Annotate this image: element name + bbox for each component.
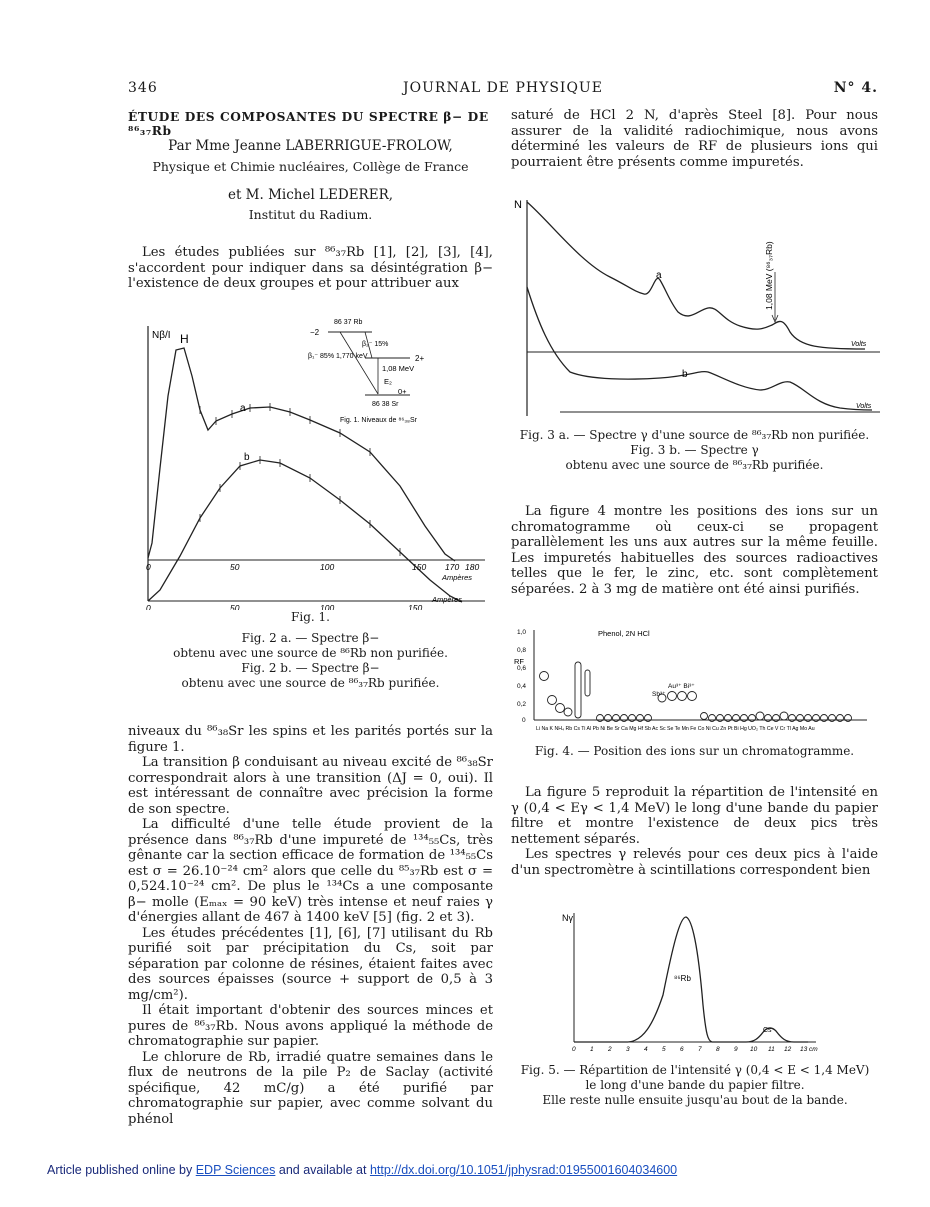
paragraph: Il était important d'obtenir des sources minces et pures de ⁸⁶₃₇Rb. Nous avons appliqué la méthode de chromatographie sur papier. [128,1003,493,1049]
journal-title: JOURNAL DE PHYSIQUE [403,80,603,96]
footer-text-1: Article published online by [47,1163,193,1177]
fig4-ytick: 0,8 [517,647,527,654]
fig5-xtick: 5 [662,1046,666,1053]
fig1-tick-upper: 170 [445,562,460,572]
fig5-xtick: 9 [734,1046,738,1053]
fig1-tick-upper: 100 [320,562,335,572]
fig3-caption-line-1: Fig. 3 a. — Spectre γ d'une source de ⁸⁶₃₇Rb non purifiée. [519,428,870,442]
fig5-xtick: 13 cm [800,1046,818,1053]
fig5-peak-rb: ⁸⁶Rb [674,974,691,983]
fig5-xtick: 1 [590,1046,594,1053]
figure-1-caption-block [128,610,493,691]
fig1-tick-upper: 0 [146,562,151,572]
fig1-unit-upper: Ampères [442,573,473,582]
fig2a-caption-title: Fig. 2 a. — Spectre β− [241,631,380,645]
right-column-intro [511,108,878,170]
fig4-label-au-bi: Au³⁺ Bi³⁺ [668,683,695,690]
inset-beta2: β₂⁻ 15% [362,341,389,348]
fig5-xtick: 2 [608,1046,612,1053]
figure-3-caption-block [511,428,878,473]
fig2b-caption-text: obtenu avec une source de ⁸⁶₃₇Rb purifiée. [181,676,440,690]
inset-energy: 1,08 MeV [382,364,415,373]
right-column-text-2 [511,504,878,597]
paragraph: La difficulté d'une telle étude provient de la présence dans ⁸⁶₃₇Rb d'une impureté de ¹³⁴₅₅Cs, très gênante car la section efficace de formation de ¹³⁴₅₅Cs est σ = 26.10⁻²⁴ cm² alors que celle du ⁸⁵₃₇Rb est σ = 0,524.10⁻²⁴ cm². De plus le ¹³⁴Cs a une composante β− molle (Eₘₐₓ = 90 keV) très intense et neuf raies γ d'énergies allant de 467 à 1400 keV [5] (fig. 2 et 3). [128,817,493,925]
fig4-ion-labels: Li Na K NH₄ Rb Cs Ti Al Pb Ni Be Sr Ca Mg Hf Sb Ac Sc Se Te Mn Fe Co Ni Cu Zn Pt Bi Hg UO₂ Th Ce V Cr Tl Ag Mo Au [536,726,815,732]
fig5-xtick: 12 [784,1046,792,1053]
author-1: Par Mme Jeanne LABERRIGUE-FROLOW, [168,138,453,154]
inset-level-2plus: 2+ [415,354,425,363]
inset-rb: 86 37 Rb [334,319,363,326]
fig5-caption-line-1: Fig. 5. — Répartition de l'intensité γ (0,4 < E < 1,4 MeV) [520,1063,870,1077]
fig1-level-scheme-inset [308,319,424,424]
fig3-curve-a: a [656,270,662,281]
running-header [128,80,878,102]
paragraph: La figure 4 montre les positions des ions sur un chromatogramme où ceux-ci se propagent parallèlement les uns aux autres sur la même feuille. Les impuretés habituelles des sources radioactives telles que le fer, le zinc, etc. sont complètement séparées. 2 à 3 mg de matière ont été ainsi purifiés. [511,504,878,597]
fig2a-caption-text: obtenu avec une source de ⁸⁶Rb non purifiée. [173,646,448,660]
fig1-curve-b: b [244,452,250,463]
paragraph: Les études précédentes [1], [6], [7] utilisant du Rb purifié soit par précipitation du Cs, soit par séparation par colonne de résines, étaient faites avec des sources épaisses (source + support de 0,5 à 3 mg/cm²). [128,925,493,1003]
fig3-unit-a: Volts [851,341,867,348]
figure-4-chromatogram [512,624,872,734]
fig1-tick-upper: 180 [465,562,480,572]
fig5-xtick: 7 [698,1046,702,1053]
fig1-curve-a: a [240,403,246,414]
fig2b-caption-title: Fig. 2 b. — Spectre β− [241,661,380,675]
fig3-ylabel: N [514,199,522,211]
inset-e2: E₂ [384,377,392,386]
doi-link[interactable]: http://dx.doi.org/10.1051/jphysrad:01955001604034600 [369,1163,678,1177]
fig4-title: Phenol, 2N HCl [598,629,650,638]
left-column-body [128,724,493,1127]
fig1-tick-upper: 50 [230,562,240,572]
left-column-intro [128,245,493,292]
fig1-unit-lower: Ampères [432,595,463,604]
figure-5-caption-block [506,1063,884,1108]
fig1-label-h: H [180,332,189,346]
fig1-tick-lower: 50 [230,603,240,610]
fig5-caption-line-2: le long d'une bande du papier filtre. [585,1078,805,1092]
inset-beta1: β₁⁻ 85% 1,770 keV [308,353,368,360]
fig4-caption: Fig. 4. — Position des ions sur un chromatogramme. [534,744,855,758]
fig4-ytick: 0,6 [517,665,527,672]
fig3-curve-b: b [682,369,688,380]
affiliation-1: Physique et Chimie nucléaires, Collège de France [152,159,469,174]
fig5-xtick: 0 [572,1046,576,1053]
paragraph: Le chlorure de Rb, irradié quatre semaines dans le flux de neutrons de la pile P₂ de Saclay (activité spécifique, 42 mC/g) a été purifié par chromatographie sur papier, avec comme solvant du phénol [128,1049,493,1127]
fig1-caption: Fig. 1. [291,610,330,624]
inset-level-0plus: 0+ [398,387,407,396]
paragraph: La figure 5 reproduit la répartition de l'intensité en γ (0,4 < Eγ < 1,4 MeV) le long d'une bande du papier filtre et montre l'existence de deux pics très nettement séparés. [511,785,878,847]
fig5-xtick: 6 [680,1046,684,1053]
fig5-caption-line-3: Elle reste nulle ensuite jusqu'au bout de la bande. [542,1093,848,1107]
affiliation-2: Institut du Radium. [248,207,373,222]
inset-caption: Fig. 1. Niveaux de ⁸⁶₃₈Sr [340,417,417,424]
fig4-ytick: 0,4 [517,683,527,690]
fig3-caption-line-3: obtenu avec une source de ⁸⁶₃₇Rb purifiée. [565,458,824,472]
edp-sciences-link[interactable]: EDP Sciences [195,1163,276,1177]
paragraph: La transition β conduisant au niveau excité de ⁸⁶₃₈Sr correspondrait alors à une transition (ΔJ = 0, oui). Il est intéressant de connaître avec précision la forme de son spectre. [128,755,493,817]
figure-5-gamma-distribution [558,905,828,1055]
page-number: 346 [128,80,158,96]
fig5-xtick: 11 [768,1046,775,1053]
right-column-text-3 [511,785,878,878]
author-2: et M. Michel LEDERER, [227,187,394,203]
fig4-ytick: 0,2 [517,701,527,708]
figure-1-beta-spectra [140,318,490,610]
fig3-unit-b: Volts [856,403,872,410]
fig5-ylabel: Nγ [562,913,573,923]
paragraph: Les études publiées sur ⁸⁶₃₇Rb [1], [2], [3], [4], s'accordent pour indiquer dans sa désintégration β− l'existence de deux groupes et pour attribuer aux [128,245,493,291]
paragraph: saturé de HCl 2 N, d'après Steel [8]. Pour nous assurer de la validité radiochimique, nous avons déterminé les valeurs de RF de plusieurs ions qui pourraient être présents comme impuretés. [511,108,878,170]
paragraph: niveaux du ⁸⁶₃₈Sr les spins et les parités portés sur la figure 1. [128,724,493,755]
fig5-xtick: 4 [644,1046,648,1053]
fig1-tick-upper: 150 [412,562,427,572]
fig3-caption-line-2: Fig. 3 b. — Spectre γ [630,443,759,457]
fig4-label-sb: Sb³⁺ [652,691,666,698]
inset-rb-spin: −2 [310,328,320,337]
inset-sr: 86 38 Sr [372,401,399,408]
fig4-ytick: 0 [522,717,526,724]
publisher-footer [47,1163,677,1177]
fig3-peak-label: 1,08 MeV (⁸⁶₃₇Rb) [764,241,774,310]
fig1-tick-lower: 150 [408,603,423,610]
fig5-xtick: 3 [626,1046,630,1053]
fig5-xtick: 8 [716,1046,720,1053]
footer-text-2: and available at [278,1163,367,1177]
fig4-ytick: 1,0 [517,629,527,636]
fig1-tick-lower: 100 [320,603,335,610]
fig1-ylabel: Nβ/I [152,330,171,341]
issue-number: N° 4. [833,80,878,96]
fig5-peak-cs: Cs [763,1027,772,1034]
fig4-ylabel: RF [514,657,524,666]
figure-3-gamma-spectra [510,192,880,422]
fig5-xtick: 10 [750,1046,758,1053]
paragraph: Les spectres γ relevés pour ces deux pics à l'aide d'un spectromètre à scintillations correspondent bien [511,847,878,878]
fig1-tick-lower: 0 [146,603,151,610]
article-title: ÉTUDE DES COMPOSANTES DU SPECTRE β− DE ⁸⁶₃₇Rb [128,110,489,138]
